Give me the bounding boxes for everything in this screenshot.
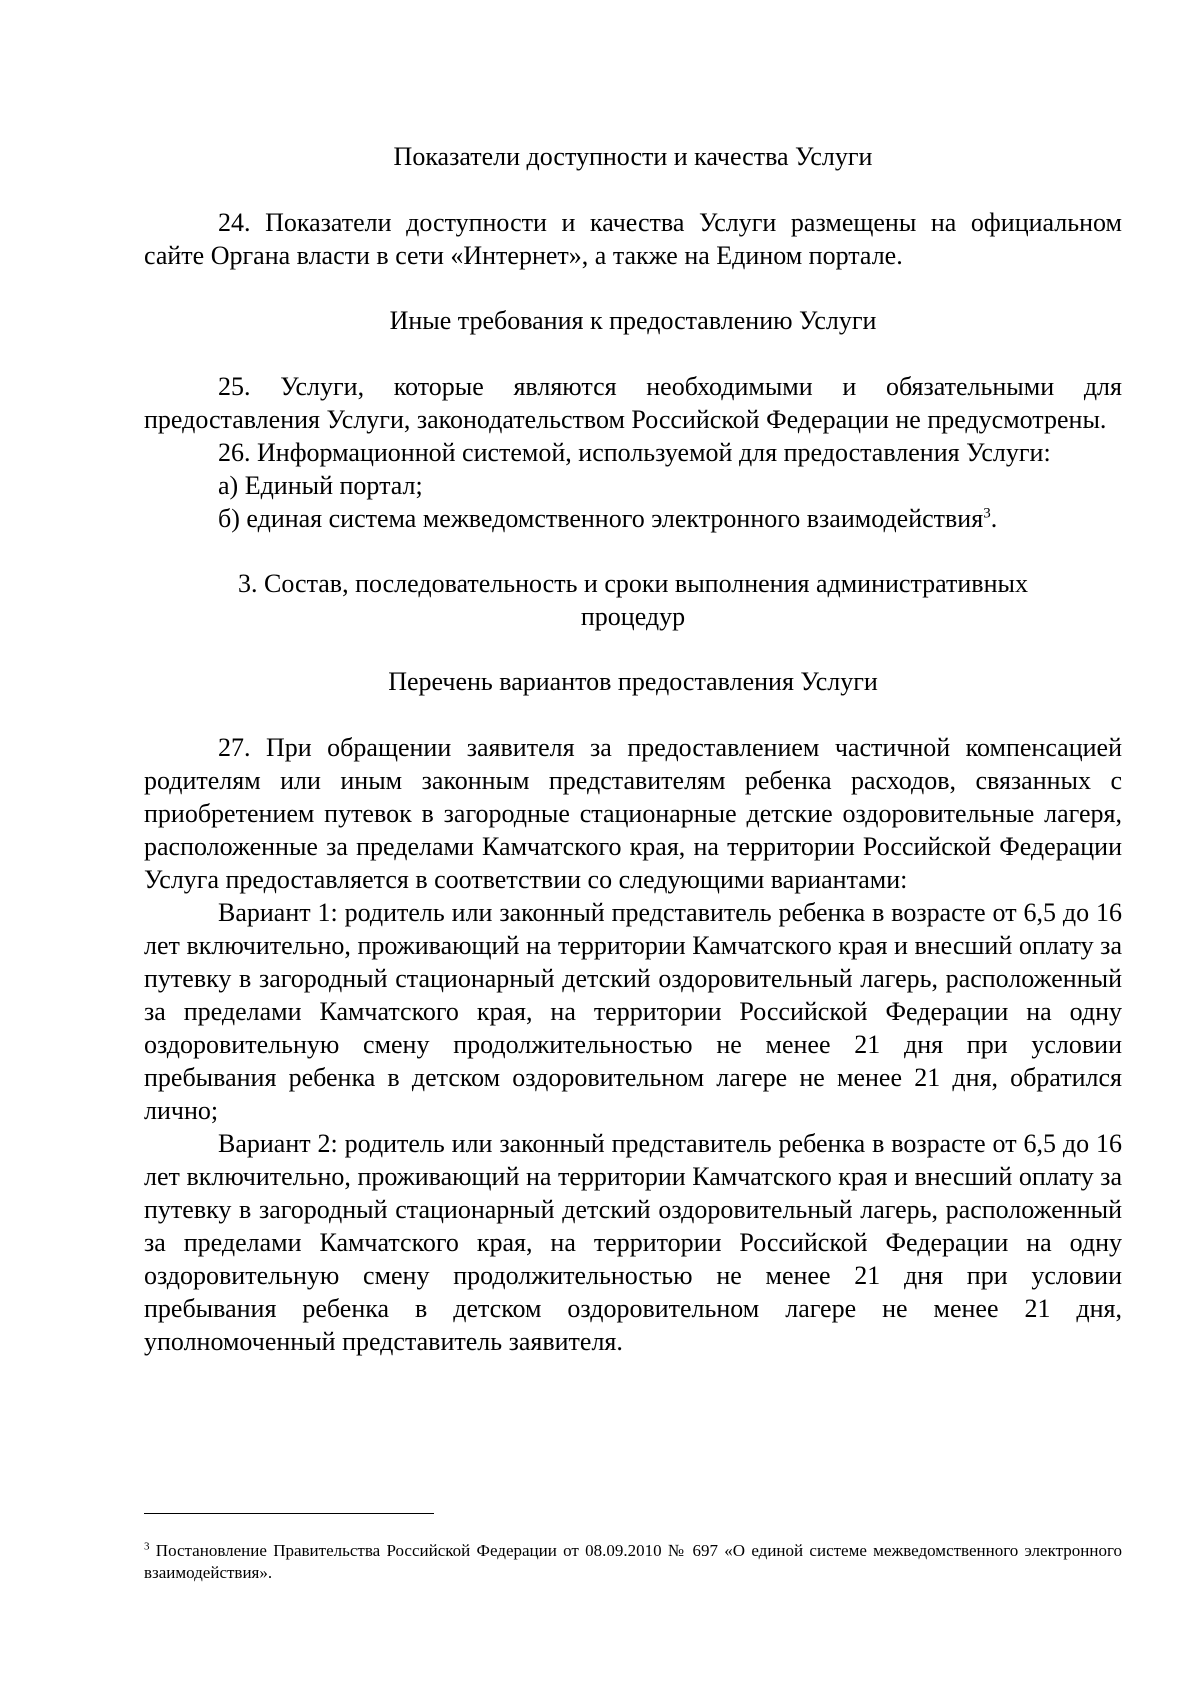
heading-other-requirements: Иные требования к предоставлению Услуги bbox=[389, 306, 877, 335]
variant-1: Вариант 1: родитель или законный представитель ребенка в возрасте от 6,5 до 16 лет включительно, проживающий на территории Камчатского края и внесший оплату за путевку в загородный стационарный детский оздоровительный лагерь, расположенный за пределами Камчатского края, на территории Российской Федерации на одну оздоровительную смену продолжительностью не менее 21 дня при условии пребывания ребенка в детском оздоровительном лагере не менее 21 дня, обратился лично; bbox=[144, 898, 1122, 1125]
spacer bbox=[144, 272, 1122, 304]
spacer bbox=[144, 633, 1122, 665]
spacer bbox=[144, 698, 1122, 731]
spacer bbox=[144, 337, 1122, 370]
footnote-marker: 3 bbox=[144, 1540, 150, 1553]
list-item-b-text: б) единая система межведомственного электронного взаимодействия bbox=[218, 504, 984, 533]
heading-availability: Показатели доступности и качества Услуги bbox=[393, 142, 873, 171]
list-item-b-end: . bbox=[990, 504, 998, 533]
paragraph-27: 27. При обращении заявителя за предоставлением частичной компенсацией родителям или иным законным представителям ребенка расходов, связанных с приобретением путевок в загородные стационарные детские оздоровительные лагеря, расположенные за пределами Камчатского края, на территории Российской Федерации Услуга предоставляется в соответствии со следующими вариантами: bbox=[144, 733, 1122, 894]
document-page bbox=[144, 140, 1122, 1358]
paragraph-26: 26. Информационной системой, используемой для предоставления Услуги: bbox=[218, 438, 1051, 467]
heading-variants: Перечень вариантов предоставления Услуги bbox=[388, 667, 878, 696]
variant-2: Вариант 2: родитель или законный представитель ребенка в возрасте от 6,5 до 16 лет включительно, проживающий на территории Камчатского края и внесший оплату за путевку в загородный стационарный детский оздоровительный лагерь, расположенный за пределами Камчатского края, на территории Российской Федерации на одну оздоровительную смену продолжительностью не менее 21 дня при условии пребывания ребенка в детском оздоровительном лагере не менее 21 дня, уполномоченный представитель заявителя. bbox=[144, 1129, 1122, 1356]
footnote-divider bbox=[144, 1513, 434, 1514]
footnote-ref[interactable]: 3 bbox=[983, 505, 991, 522]
spacer bbox=[144, 173, 1122, 206]
spacer bbox=[144, 535, 1122, 567]
paragraph-25: 25. Услуги, которые являются необходимыми и обязательными для предоставления Услуги, законодательством Российской Федерации не предусмотрены. bbox=[144, 372, 1122, 434]
footnote-text: Постановление Правительства Российской Федерации от 08.09.2010 № 697 «О единой системе межведомственного электронного взаимодействия». bbox=[144, 1541, 1122, 1582]
list-item-a: а) Единый портал; bbox=[218, 471, 423, 500]
list-item-b bbox=[144, 502, 1122, 535]
heading-section-3-line1: 3. Состав, последовательность и сроки выполнения административных bbox=[238, 569, 1028, 598]
heading-section-3-line2: процедур bbox=[580, 602, 686, 631]
footnote bbox=[144, 1540, 1122, 1584]
paragraph-24: 24. Показатели доступности и качества Услуги размещены на официальном сайте Органа власти в сети «Интернет», а также на Едином портале. bbox=[144, 208, 1122, 270]
